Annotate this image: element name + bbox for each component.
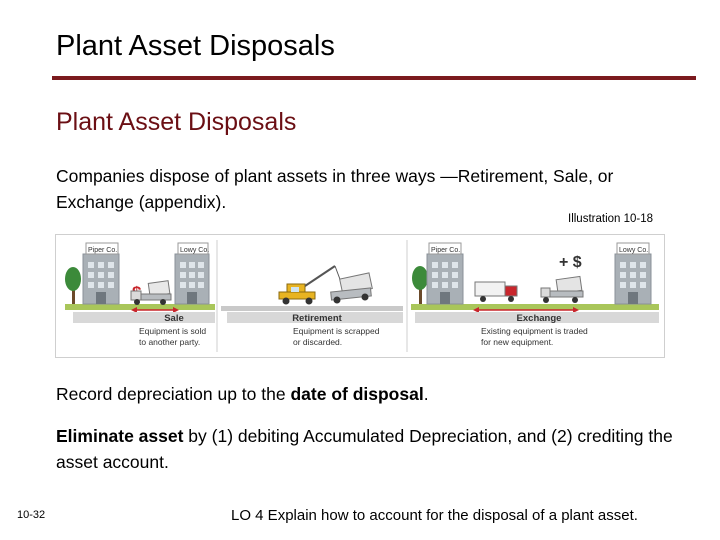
ground-strip bbox=[221, 306, 403, 311]
paragraph-text: . bbox=[423, 384, 429, 404]
panel-title: Retirement bbox=[292, 313, 342, 324]
emphasis-text: date of disposal bbox=[290, 384, 424, 404]
building-label: Piper Co. bbox=[431, 247, 461, 254]
panel-caption: or discarded. bbox=[293, 337, 343, 347]
slide-title: Plant Asset Disposals bbox=[56, 30, 335, 62]
slide-number: 10-32 bbox=[17, 509, 46, 521]
section-heading: Plant Asset Disposals bbox=[56, 108, 297, 136]
learning-objective: LO 4 Explain how to account for the disposal of a plant asset. bbox=[231, 507, 638, 524]
grass-strip bbox=[411, 304, 659, 310]
panel-label-bar bbox=[73, 312, 215, 323]
disposal-illustration-svg bbox=[55, 234, 665, 358]
panel-caption: Equipment is scrapped bbox=[293, 326, 380, 336]
panel-caption: Equipment is sold bbox=[139, 326, 207, 336]
illustration-reference: Illustration 10-18 bbox=[568, 213, 654, 225]
eliminate-asset-paragraph bbox=[56, 423, 696, 475]
building-icon bbox=[615, 254, 651, 304]
title-rule bbox=[52, 76, 696, 80]
panel-title: Sale bbox=[164, 313, 184, 324]
tree-icon bbox=[65, 267, 81, 291]
disposal-illustration bbox=[55, 234, 665, 358]
building-icon bbox=[175, 254, 209, 304]
panel-caption: for new equipment. bbox=[481, 337, 554, 347]
paragraph-text: Record depreciation up to the bbox=[56, 384, 291, 404]
panel-caption: to another party. bbox=[139, 337, 201, 347]
intro-text: Companies dispose of plant assets in three ways —Retirement, Sale, or Exchange (appendix). bbox=[56, 166, 614, 212]
depreciation-paragraph bbox=[56, 384, 429, 405]
plus-dollar-icon: + $ bbox=[559, 254, 582, 271]
building-label: Lowy Co. bbox=[619, 247, 649, 254]
building-icon bbox=[427, 254, 463, 304]
building-label: Piper Co. bbox=[88, 247, 118, 254]
tree-icon bbox=[412, 266, 428, 290]
panel-caption: Existing equipment is traded bbox=[481, 326, 588, 336]
panel-title: Exchange bbox=[516, 313, 562, 324]
grass-strip bbox=[65, 304, 215, 310]
paragraph-text: by (1) debiting Accumulated Depreciation, and (2) crediting the asset account. bbox=[56, 426, 673, 472]
emphasis-text: Eliminate asset bbox=[56, 426, 184, 446]
building-icon bbox=[83, 254, 119, 304]
building-label: Lowy Co. bbox=[180, 247, 210, 254]
